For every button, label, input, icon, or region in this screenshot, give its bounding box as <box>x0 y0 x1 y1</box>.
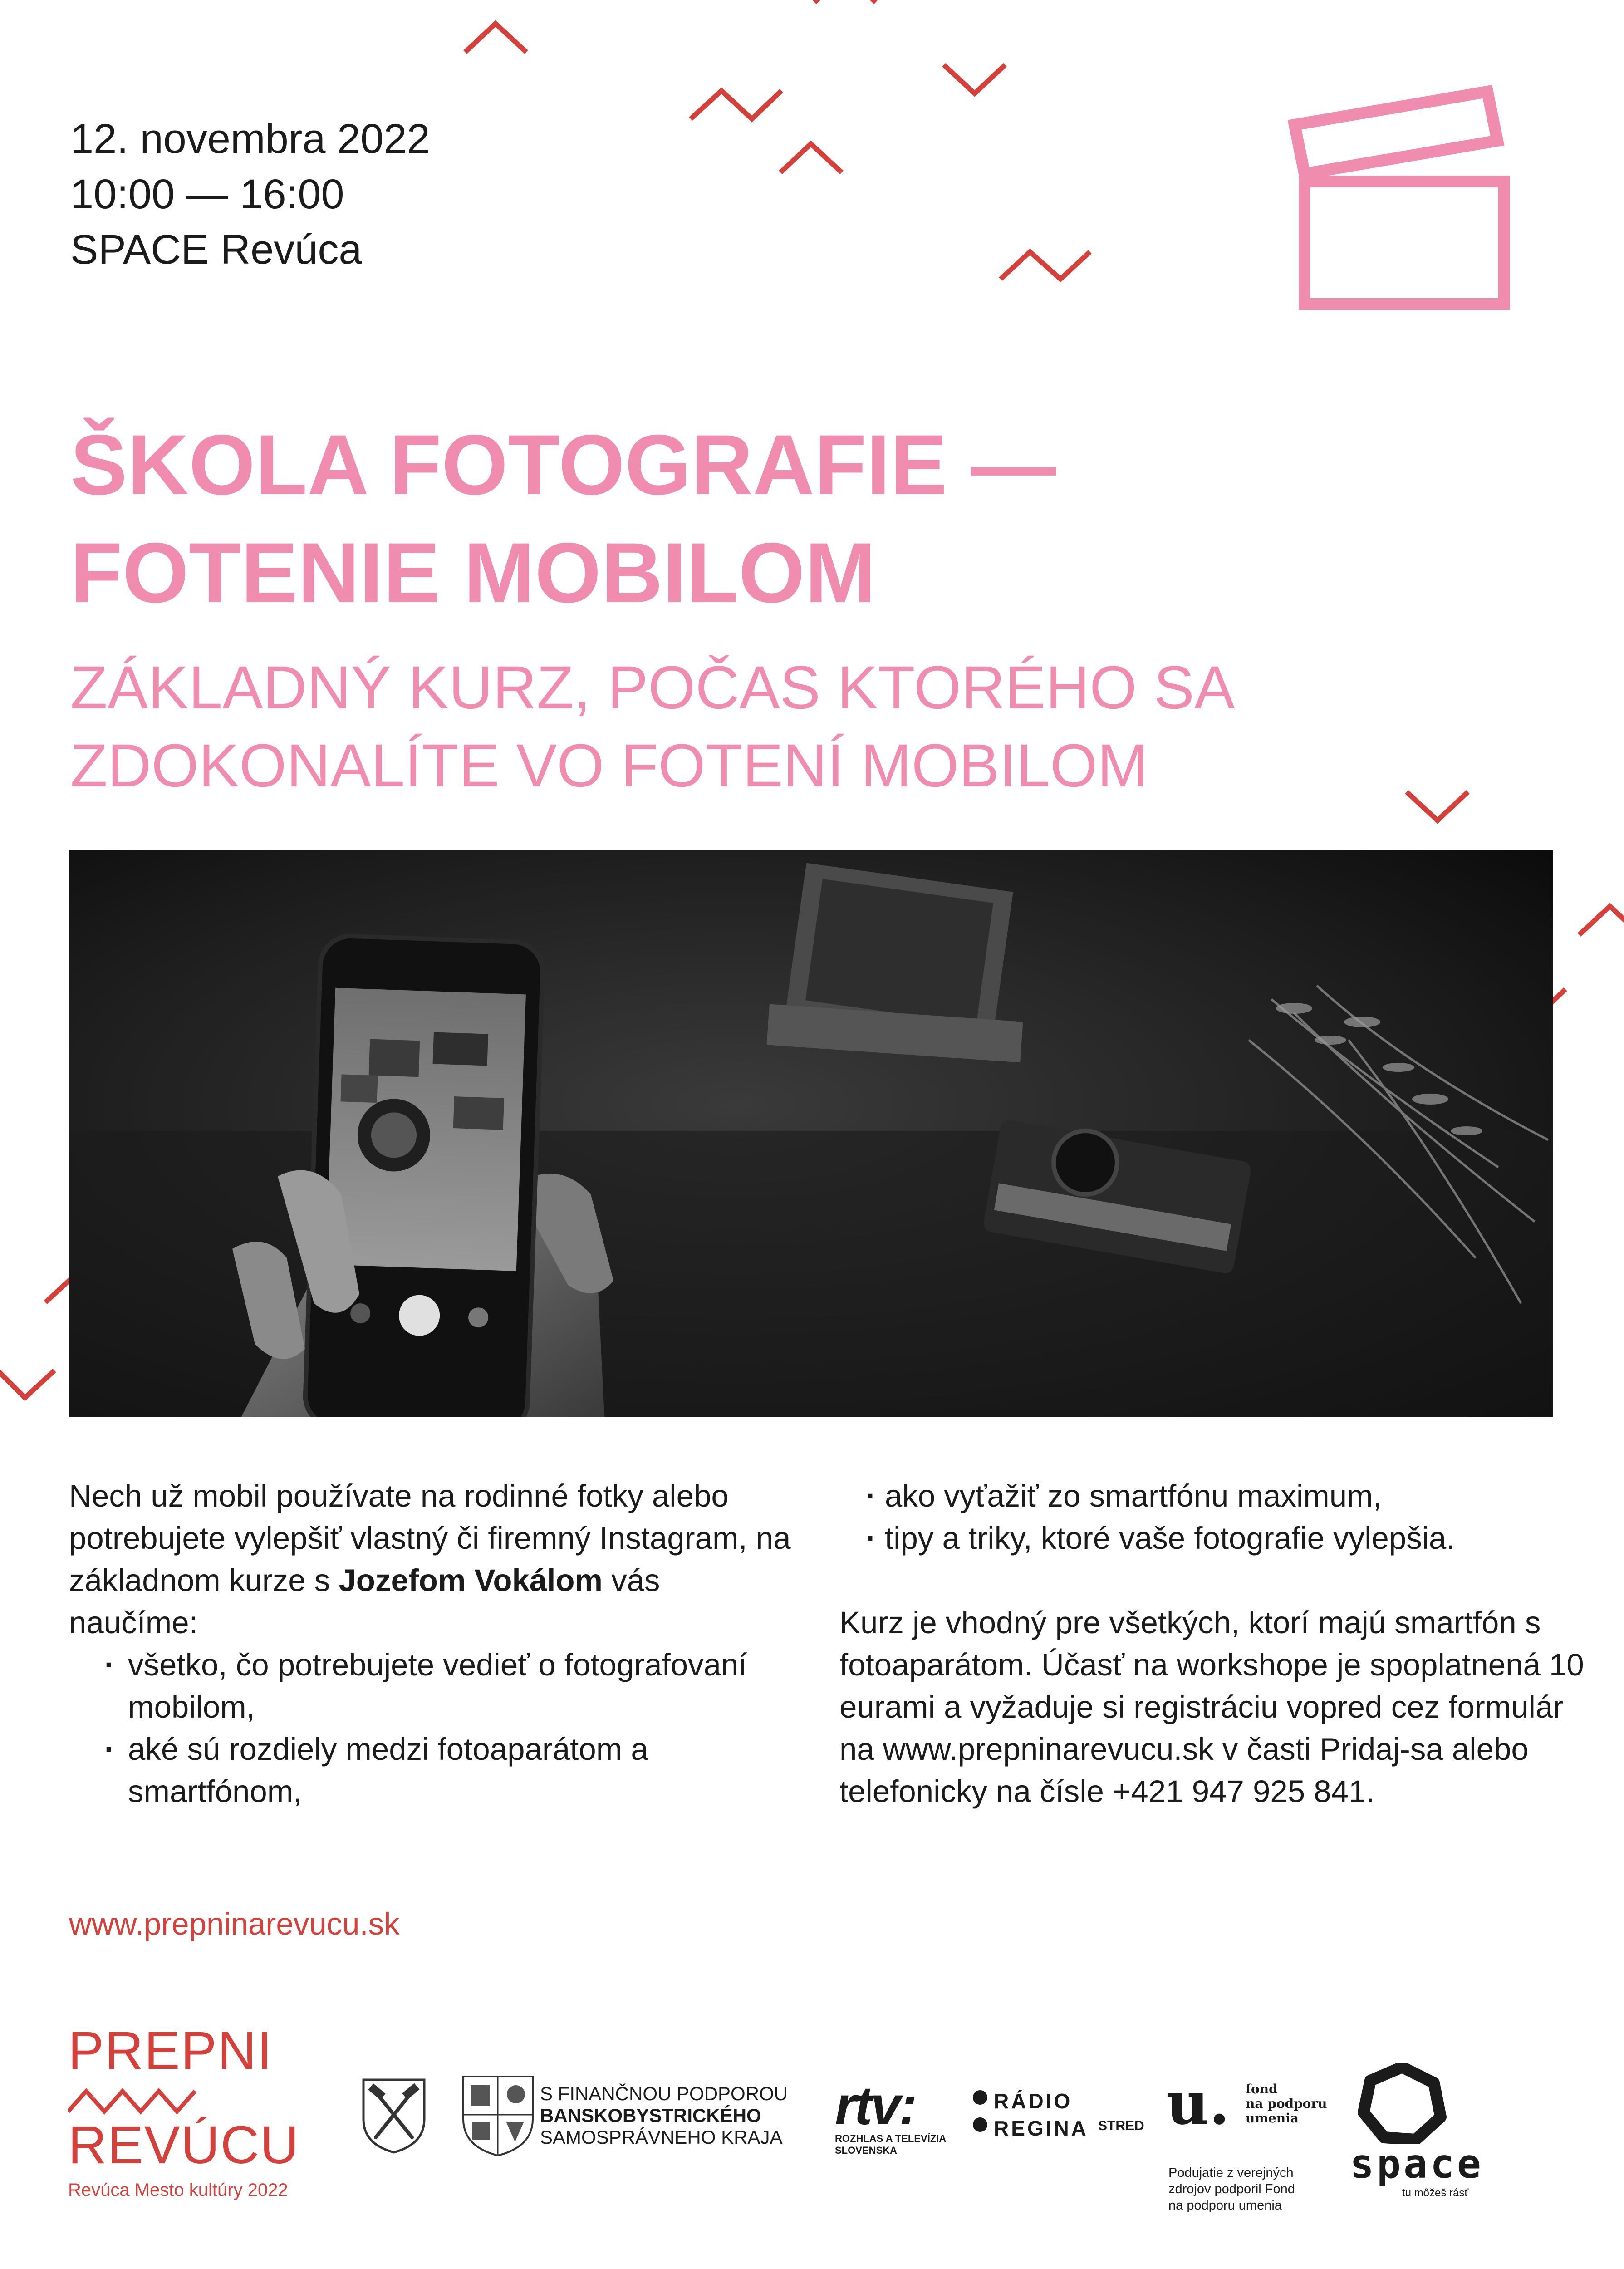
list-item: · ako vyťažiť zo smartfónu maximum, <box>830 1475 1588 1517</box>
chevron-up-icon <box>814 0 876 2</box>
logo-word-2: REVÚCU <box>68 2115 300 2175</box>
list-item: · všetko, čo potrebujete vedieť o fotografovaní mobilom, <box>69 1644 795 1728</box>
prepni-revucu-logo <box>68 2021 322 2219</box>
radio-line-1: RÁDIO <box>994 2089 1073 2113</box>
lecturer-name: Jozefom Vokálom <box>339 1563 603 1598</box>
hero-photo <box>69 850 1553 1417</box>
subtitle-line-2: ZDOKONALÍTE VO FOTENÍ MOBILOM <box>70 732 1148 800</box>
rtvs-caption-2: SLOVENSKA <box>835 2145 897 2156</box>
rtvs-wordmark: rtv: <box>835 2075 916 2136</box>
chevron-down-icon <box>0 1370 54 1398</box>
fpu-note-line-2: zdrojov podporil Fond <box>1168 2182 1295 2196</box>
space-logo-icon <box>1357 2063 1447 2144</box>
intro-column <box>69 1475 795 1812</box>
list-item: · aké sú rozdiely medzi fotoaparátom a smartfónom, <box>69 1728 795 1812</box>
chevron-up-icon <box>465 24 526 52</box>
fpu-letter: u. <box>1166 2068 1230 2138</box>
revuca-coat-of-arms-icon <box>360 2076 428 2156</box>
clapperboard-icon <box>1280 82 1516 318</box>
radio-line-2: REGINA <box>994 2117 1089 2140</box>
chevron-down-icon <box>944 65 1005 93</box>
bbsk-coat-of-arms-icon <box>461 2074 535 2158</box>
fpu-note <box>1168 2165 1295 2214</box>
zigzag-icon <box>691 91 781 119</box>
fpu-note-line-3: na podporu umenia <box>1168 2198 1282 2213</box>
logo-tagline: Revúca Mesto kultúry 2022 <box>68 2180 288 2200</box>
event-venue: SPACE Revúca <box>70 226 362 273</box>
bullet-list-right <box>830 1475 1588 1559</box>
subtitle-line-1: ZÁKLADNÝ KURZ, POČAS KTORÉHO SA <box>70 654 1235 722</box>
page-title <box>70 411 1056 627</box>
sponsor-line-2: BANSKOBYSTRICKÉHO <box>540 2105 761 2126</box>
title-line-1: ŠKOLA FOTOGRAFIE — <box>70 417 1056 512</box>
fpu-line-3: umenia <box>1246 2111 1299 2126</box>
event-info <box>70 111 430 277</box>
rtvs-logo <box>835 2075 947 2156</box>
event-time: 10:00 — 16:00 <box>70 171 344 217</box>
chevron-up-icon <box>1579 906 1624 935</box>
zigzag-icon <box>68 2082 204 2118</box>
space-wordmark: space <box>1350 2141 1484 2187</box>
intro-text: Nech už mobil používate na rodinné fotky alebo potrebujete vylepšiť vlastný či firemný Instagram, na základnom kurze s <box>69 1478 791 1598</box>
list-item: · tipy a triky, ktoré vaše fotografie vylepšia. <box>830 1517 1588 1559</box>
fpu-line-2: na podporu <box>1246 2096 1327 2111</box>
fpu-line-1: fond <box>1246 2082 1278 2097</box>
radio-suffix: STRED <box>1098 2118 1144 2133</box>
fpu-note-line-1: Podujatie z verejných <box>1168 2166 1294 2180</box>
title-line-2: FOTENIE MOBILOM <box>70 525 876 620</box>
space-tagline: tu môžeš rásť <box>1402 2187 1469 2199</box>
intro-text-end: vás naučíme: <box>69 1563 660 1640</box>
chevron-down-icon <box>1407 792 1468 820</box>
event-date: 12. novembra 2022 <box>70 116 430 162</box>
chevron-up-icon <box>780 144 842 172</box>
intro-paragraph <box>69 1475 795 1644</box>
sponsor-line-1: S FINANČNOU PODPOROU <box>540 2083 788 2104</box>
bullet-list-left <box>69 1644 795 1812</box>
website-link[interactable]: www.prepninarevucu.sk <box>69 1906 400 1941</box>
sponsor-line-3: SAMOSPRÁVNEHO KRAJA <box>540 2127 783 2148</box>
zigzag-icon <box>1001 252 1090 279</box>
page-subtitle <box>70 649 1235 805</box>
details-column <box>839 1475 1588 1812</box>
sponsor-bbsk <box>540 2083 788 2148</box>
rtvs-caption-1: ROZHLAS A TELEVÍZIA <box>835 2133 947 2144</box>
logo-word-1: PREPNI <box>68 2021 273 2081</box>
radio-dots-icon <box>971 2087 989 2137</box>
details-paragraph: Kurz je vhodný pre všetkých, ktorí majú smartfón s fotoaparátom. Účasť na workshope je spoplatnená 10 eurami a vyžaduje si registráciu vopred cez formulár na www.prepninarevucu.sk v časti Pridaj-sa alebo telefonicky na čísle +421 947 925 841. <box>839 1605 1584 1809</box>
